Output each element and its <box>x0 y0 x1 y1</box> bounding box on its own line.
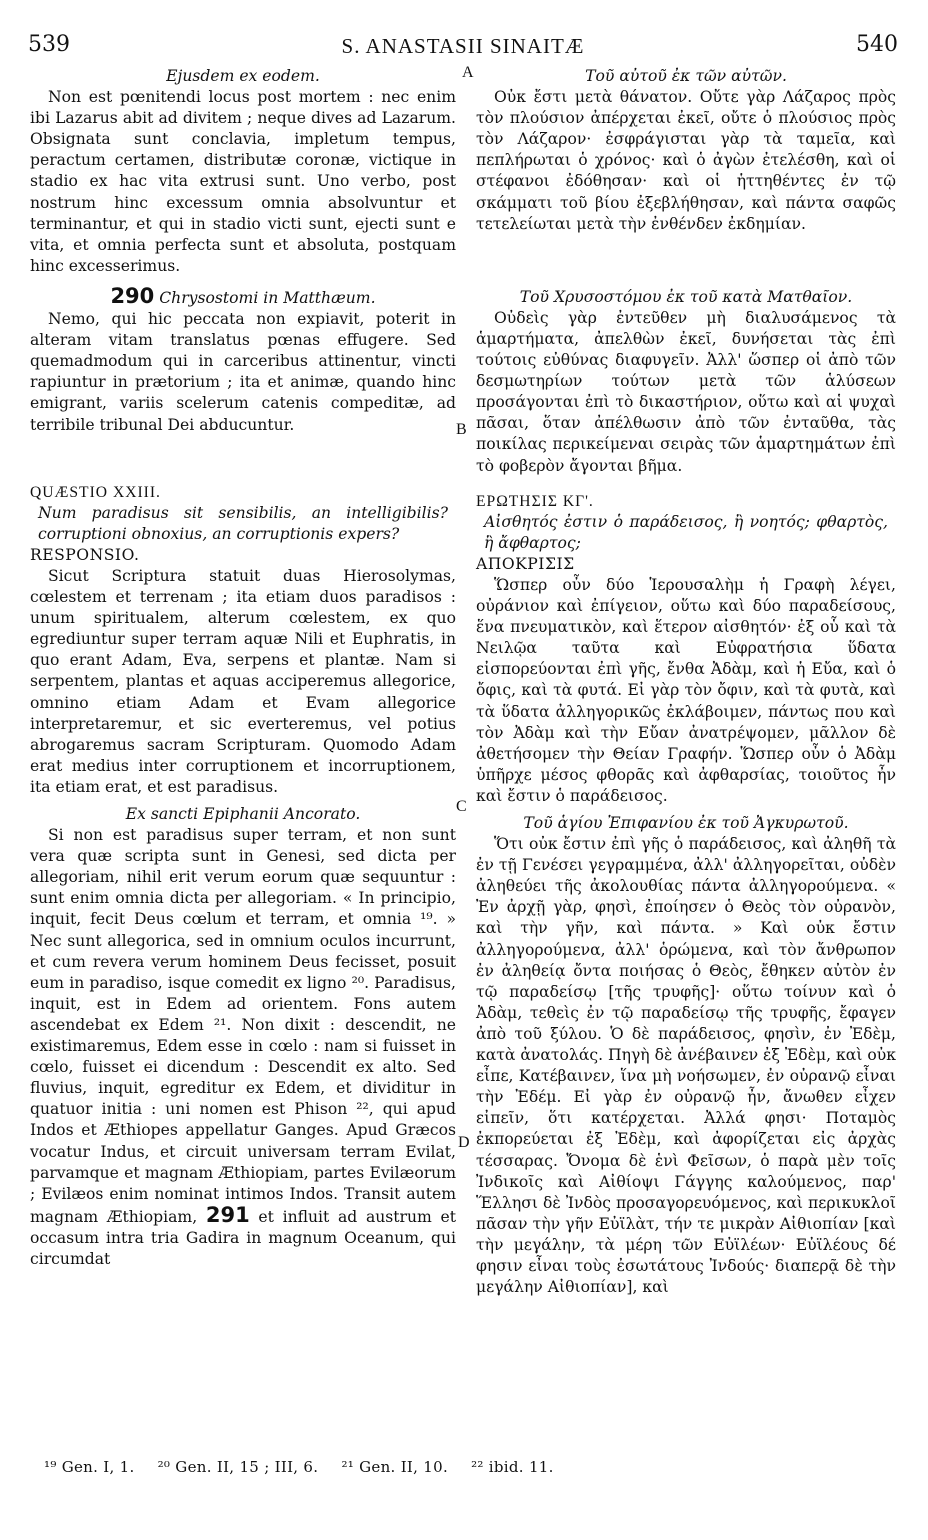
greek-paragraph: Ὅτι οὐκ ἔστιν ἐπὶ γῆς ὁ παράδεισος, καὶ ἀληθῆ τὰ ἐν τῇ Γενέσει γεγραμμένα, ἀλλ' ἀλληγορεῖται, οὐδὲν ἀληθεύει τῆς ἀκολουθίας πάντα ἀλληγορούμενα. « Ἐν ἀρχῇ γὰρ, φησὶ, ἐποίησεν ὁ Θεὸς τὸν οὐρανὸν, καὶ τὴν γῆν, καὶ πάντα. » Καὶ οὐκ ἔστιν ἀλληγορούμενα, ἀλλ' ὁρώμενα, καὶ τὸν ἄνθρωπον ἐν ἀληθείᾳ ὄντα ποιήσας ὁ Θεὸς, ἔθηκεν αὐτὸν ἐν τῷ παραδείσῳ [τῆς τρυφῆς]· οὕτω τοίνυν καὶ ὁ Ἀδὰμ, τεθεὶς ἐν τῷ παραδείσῳ τῆς τρυφῆς, ἔφαγεν ἀπὸ τοῦ ξύλου. Ὁ δὲ παράδεισος, φησὶν, ἐν Ἐδὲμ, κατὰ ἀνατολάς. Πηγὴ δὲ ἀνέβαινεν ἐξ Ἐδὲμ, καὶ οὐκ εἶπε, Κατέβαινεν, ἵνα μὴ νοήσωμεν, ἐν οὐρανῷ εἶναι τὴν Ἐδέμ. Εἰ γὰρ ἐν οὐρανῷ ἦν, ἄνωθεν εἶχεν εἰπεῖν, ὅτι κατέρχεται. Ἀλλά φησι· Ποταμὸς ἐκπορεύεται ἐξ Ἐδὲμ, καὶ ἀφορίζεται εἰς ἀρχὰς τέσσαρας. Ὄνομα δὲ ἑνὶ Φεῖσων, ὁ παρὰ μὲν τοῖς Ἰνδικοῖς καὶ Αἰθίοψι Γάγγης καλούμενος, παρ' Ἕλλησι δὲ Ἰνδὸς προσαγορευόμενος, καὶ περικυκλοῖ πᾶσαν τὴν γῆν Εὐϊλὰτ, τήν τε μικρὰν Αἰθιοπίαν [καὶ τὴν μεγάλην, τὰ μέρη τῶν Εὐϊλέων· Εὐϊλέους δέ φησιν εἶναι τοὺς ἐσωτάτους Ἰνδούς· διαπερᾷ δὲ τὴν μεγάλην Αἰθιοπίαν], καὶ <box>476 835 897 1297</box>
latin-paragraph: Sicut Scriptura statuit duas Hierosolymas, cœlestem et terrenam ; ita etiam duos paradisos : unum spiritualem, alterum cœlestem, ex quo egrediuntur super terram aquæ Nili et Euphratis, in quo erant Adam, Eva, serpens et plantæ. Nam si serpentem, plantas et aquas acciperemus allegorice, omnino etiam Adam et Evam allegorice interpretaremur, et sic everteremus, vel potius abrogaremus sacram Scripturam. Quomodo Adam erat medius inter corruptionem et incorruptionem, ita etiam erat, et est paradisus. <box>30 566 456 796</box>
column-number: 291 <box>205 1202 250 1227</box>
footnotes <box>44 1458 572 1476</box>
latin-section-title <box>30 283 456 309</box>
margin-marker-b: B <box>456 421 467 438</box>
greek-column <box>476 66 896 1298</box>
footnote: ²¹ Gen. II, 10. <box>341 1458 449 1476</box>
latin-response-heading: RESPONSIO. <box>30 545 140 564</box>
greek-paragraph: Οὐδεὶς γὰρ ἐντεῦθεν μὴ διαλυσάμενος τὰ ἁμαρτήματα, ἀπελθὼν ἐκεῖ, δυνήσεται τὰς ἐπὶ τούτοις εὐθύνας διαφυγεῖν. Ἀλλ' ὥσπερ οἱ ἀπὸ τῶν δεσμωτηρίων τούτων μετὰ τῶν ἁλύσεων προσάγονται ἐπὶ τὸ δικαστήριον, οὕτω καὶ αἱ ψυχαὶ πᾶσαι, ὅταν ἀπέλθωσιν ἀπὸ τῶν ἐνταῦθα, τὰς ποικίλας περικείμεναι σειρὰς τῶν ἁμαρτημάτων ἐπὶ τὸ φοβερὸν ἄγονται βῆμα. <box>476 308 896 475</box>
greek-section-title: Τοῦ ἁγίου Ἐπιφανίου ἐκ τοῦ Ἀγκυρωτοῦ. <box>523 814 849 832</box>
column-number: 290 <box>110 283 155 308</box>
page-number-right: 540 <box>856 32 898 57</box>
greek-question-subtitle: Αἰσθητός ἐστιν ὁ παράδεισος, ἢ νοητός; φθαρτὸς, ἢ ἄφθαρτος; <box>484 512 888 552</box>
latin-paragraph-text: et influit ad austrum et occasum intra tria Gadira in magnum Oceanum, qui circumdat <box>30 1207 457 1268</box>
latin-question-heading: QUÆSTIO XXIII. <box>30 483 161 501</box>
greek-question-heading: ΕΡΩΤΗΣΙΣ ΚΓ'. <box>476 492 594 510</box>
greek-response-heading: ΑΠΟΚΡΙΣΙΣ <box>476 554 575 573</box>
latin-paragraph-text: Si non est paradisus super terram, et non sunt vera quæ scripta sunt in Genesi, sed dicta per allegoriam, nihil erit verum eorum quæ sequuntur : sunt enim omnia dicta per allegoriam. « In principio, inquit, fecit Deus cœlum et terram, et omnia ¹⁹. » Nec sunt allegorica, sed in omnium oculos incurrunt, et cum revera verum hominem Deus fecisset, posuit eum in paradiso, isque comedit ex ligno ²⁰. Paradisus, inquit, est in Edem ad orientem. Fons autem ascendebat ex Edem ²¹. Non dixit : descendit, ne existimaremus, Edem esse in cœlo : nam si fuisset in cœlo, fuisset ei dicendum : Descendit ex alto. Sed fluvius, inquit, egreditur ex Edem, et dividitur in quatuor initia : uni nomen est Phison ²², qui apud Indos et Æthiopes appellatur Ganges. Apud Græcos vocatur Indus, et circuit universam terram Evilat, parvamque et magnam Æthiopiam, partes Evilæorum ; Evilæos enim nominat intimos Indos. Transit autem magnam Æthiopiam, <box>30 826 456 1226</box>
latin-section-title-text: Chrysostomi in Matthæum. <box>159 288 376 307</box>
running-header <box>28 32 898 66</box>
greek-section-title: Τοῦ αὐτοῦ ἐκ τῶν αὐτῶν. <box>585 67 787 85</box>
greek-section-title: Τοῦ Χρυσοστόμου ἐκ τοῦ κατὰ Ματθαῖον. <box>519 287 853 306</box>
latin-section-title: Ex sancti Epiphanii Ancorato. <box>125 805 361 823</box>
margin-marker-c: C <box>456 798 467 815</box>
margin-marker-a: A <box>462 64 474 81</box>
footnote: ²² ibid. 11. <box>471 1458 554 1476</box>
greek-paragraph: Ὥσπερ οὖν δύο Ἱερουσαλὴμ ἡ Γραφὴ λέγει, οὐράνιον καὶ ἐπίγειον, οὕτω καὶ δύο παραδείσους, ἕνα πνευματικὸν, καὶ ἕτερον αἰσθητόν· ἐξ οὗ καὶ τὰ Νειλῷα ταῦτα καὶ Εὐφρατήσια ὕδατα εἰσπορεύονται ἐπὶ γῆς, ἔνθα Ἀδὰμ, καὶ ἡ Εὔα, καὶ ὁ ὄφις, καὶ τὰ φυτά. Εἰ γὰρ τὸν ὄφιν, καὶ τὰ φυτὰ, καὶ τὰ ὕδατα ἀλληγορικῶς ἐκλάβοιμεν, πάντως που καὶ τὸν Ἀδὰμ καὶ τὴν Εὔαν ἀνατρέψομεν, μᾶλλον δὲ ἀθετήσομεν τὴν Θείαν Γραφήν. Ὥσπερ οὖν ὁ Ἀδὰμ ὑπῆρχε μέσος φθορᾶς καὶ ἀφθαρσίας, τοιοῦτος ἦν καὶ ἔστιν ὁ παράδεισος. <box>476 575 896 805</box>
latin-paragraph <box>30 825 456 1270</box>
latin-section-title: Ejusdem ex eodem. <box>166 67 320 85</box>
latin-column <box>30 66 456 1270</box>
footnote: ¹⁹ Gen. I, 1. <box>44 1458 135 1476</box>
latin-question-subtitle: Num paradisus sit sensibilis, an intelligibilis? corruptioni obnoxius, an corruptionis expers? <box>38 503 448 543</box>
margin-marker-d: D <box>458 1134 470 1151</box>
footnote: ²⁰ Gen. II, 15 ; III, 6. <box>157 1458 319 1476</box>
running-title: S. ANASTASII SINAITÆ <box>341 34 585 58</box>
greek-paragraph: Οὐκ ἔστι μετὰ θάνατον. Οὔτε γὰρ Λάζαρος πρὸς τὸν πλούσιον ἀπέρχεται ἐκεῖ, οὔτε ὁ πλούσιος πρὸς τὸν Λάζαρον· ἐσφράγισται γὰρ τὰ ταμεῖα, καὶ πεπλήρωται ὁ χρόνος· καὶ ὁ ἀγὼν ἐτελέσθη, καὶ οἱ στέφανοι ἐδόθησαν· καὶ οἱ ἡττηθέντες ἐν τῷ σκάμματι τοῦ βίου ἐξεβλήθησαν, καὶ πάντα σαφῶς τετελείωται μετὰ τὴν ἐνθένδεν ἐκδημίαν. <box>476 88 896 233</box>
page-number-left: 539 <box>28 32 70 57</box>
latin-paragraph: Nemo, qui hic peccata non expiavit, poterit in alteram vitam translatus pœnas effugere. Sed quemadmodum qui in carceribus attinentur, vincti rapiuntur in prætorium ; ita et animæ, quando hinc emigrant, variis scelerum catenis compeditæ, ad terribile tribunal Dei abducuntur. <box>30 310 456 434</box>
latin-paragraph: Non est pœnitendi locus post mortem : nec enim ibi Lazarus abit ad divitem ; neque dives ad Lazarum. Obsignata sunt conclavia, impletum tempus, peractum certamen, distributæ coronæ, victique in stadio ex hac vita extrusi sunt. Uno verbo, post nostrum hinc excessum omnia absolvuntur et terminantur, et qui in stadio victi sunt, ejecti sunt e vita, et omnia perfecta sunt et absoluta, postquam hinc excesserimus. <box>30 88 456 275</box>
